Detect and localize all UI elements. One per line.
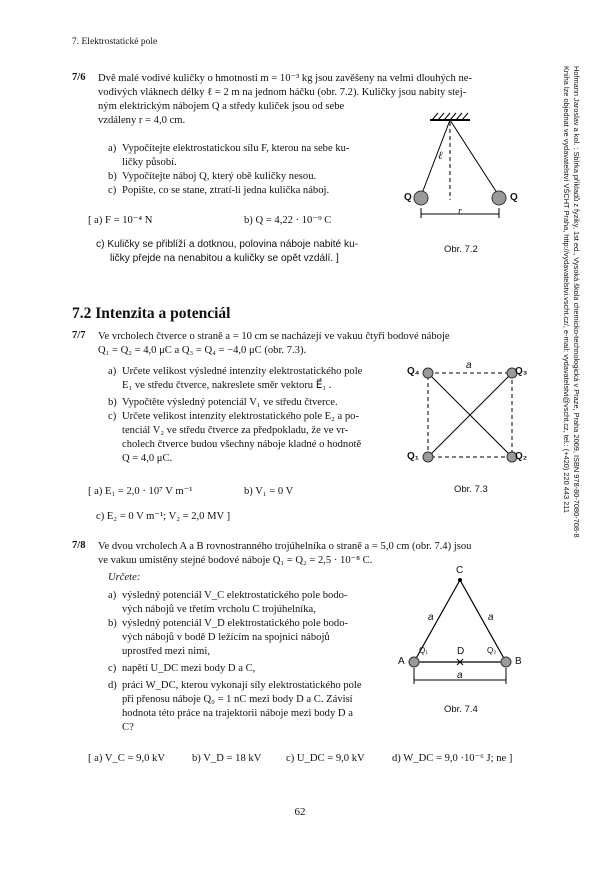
letter-c: c) <box>108 663 117 674</box>
p76-line3: ným elektrickým nábojem Q a středy kuliček jsou od sebe <box>98 101 345 112</box>
p77-c3: cholech čtverce budou všechny náboje kladné o hodnotě <box>122 439 362 450</box>
p76-line2: vodivých vláknech délky ℓ = 2 m na jednom háčku (obr. 7.2). Kuličky jsou nabity stej- <box>98 87 467 98</box>
problem-number-7-6: 7/6 <box>72 72 86 83</box>
p78-answer-d: d) W_DC = 9,0 ·10⁻⁶ J; ne ] <box>392 753 513 764</box>
figure-7-3 <box>420 365 520 465</box>
p78-d3: hodnota této práce na trajektorii náboje mezi body D a <box>122 708 353 719</box>
p77-a2: E₁ ve středu čtverce, nakreslete směr vektoru E⃗₁ . <box>122 380 332 391</box>
p78-c1: napětí U_DC mezi body D a C, <box>122 663 256 674</box>
p76-line1: Dvě malé vodivé kuličky o hmotnosti m = 10⁻³ kg jsou zavěšeny na velmi dlouhých ne- <box>98 73 472 84</box>
p77-line2: Q₁ = Q₂ = 4,0 μC a Q₃ = Q₄ = −4,0 μC (obr. 7.3). <box>98 345 307 356</box>
fig74-label-d: D <box>457 646 465 657</box>
letter-b: b) <box>108 397 117 408</box>
p77-c2: tenciál V₂ ve středu čtverce za předpokladu, že ve vr- <box>122 425 349 436</box>
p78-line2: ve vakuu umístěny stejné bodové náboje Q₁ = Q₂ = 2,5 · 10⁻⁸ C. <box>98 555 373 566</box>
p76-item-a <box>108 142 398 198</box>
p77-answer-b: b) V₁ = 0 V <box>244 486 294 497</box>
fig74-label-q1: Q₁ <box>419 646 428 655</box>
p77-b1: Vypočtěte výsledný potenciál V₁ ve středu čtverce. <box>122 397 338 408</box>
p78-d1: práci W_DC, kterou vykonají síly elektrostatického pole <box>122 680 362 691</box>
letter-a: a) <box>108 143 117 154</box>
fig73-label-a: a <box>466 360 472 371</box>
side-citation-line2: Kniha lze objednat ve vydavatelství VŠCHT Praha, http://vydavatelstvi.vscht.cz/, e-mail: vydavatelstvi@vscht.cz, tel.: (+420) 220 443 211 <box>562 66 571 513</box>
p76-ans-c2: ličky přejde na nenabitou a kuličky se opět vzdálí. ] <box>110 253 339 264</box>
p76-ans-c1: c) Kuličky se přiblíží a dotknou, polovina náboje nabité ku- <box>96 239 359 250</box>
p78-items <box>108 589 398 735</box>
p78-a2: vých nábojů ve třetím vrcholu C trojúhelníka, <box>122 604 316 615</box>
fig74-label-a-left: a <box>428 612 434 623</box>
p78-d4: C? <box>122 722 134 733</box>
p78-answer-b: b) V_D = 18 kV <box>192 753 262 764</box>
caption-7-2: Obr. 7.2 <box>444 244 478 255</box>
figure-7-2 <box>400 110 530 240</box>
caption-7-4: Obr. 7.4 <box>444 704 478 715</box>
p78-answer-a: [ a) V_C = 9,0 kV <box>88 753 165 764</box>
problem-number-7-7: 7/7 <box>72 330 86 341</box>
p76-line4: vzdáleny r = 4,0 cm. <box>98 115 186 126</box>
p76-answer-c <box>96 238 406 266</box>
p77-answer-a: [ a) E₁ = 2,0 · 10⁷ V m⁻¹ <box>88 486 193 497</box>
fig72-label-ell: ℓ <box>438 150 443 162</box>
p78-answer-c: c) U_DC = 9,0 kV <box>286 753 365 764</box>
fig73-label-q1: Q₁ <box>407 451 419 462</box>
fig74-label-a-bottom: a <box>457 670 463 681</box>
p78-b1: výsledný potenciál V_D elektrostatického pole bodo- <box>122 618 349 629</box>
figure-7-4 <box>400 570 530 690</box>
problem-number-7-8: 7/8 <box>72 540 86 551</box>
p77-c1: Určete velikost intenzity elektrostatického pole E₂ a po- <box>122 411 359 422</box>
letter-a: a) <box>108 590 117 601</box>
p76-b1: Vypočítejte náboj Q, který obě kuličky nesou. <box>122 171 317 182</box>
p78-a1: výsledný potenciál V_C elektrostatického pole bodo- <box>122 590 348 601</box>
letter-a: a) <box>108 366 117 377</box>
fig74-label-a-right: a <box>488 612 494 623</box>
fig72-label-r: r <box>458 206 462 217</box>
p76-a2: ličky působí. <box>122 157 177 168</box>
running-header: 7. Elektrostatické pole <box>72 37 158 47</box>
fig72-label-q-right: Q <box>510 192 518 203</box>
p78-b2: vých nábojů v bodě D ležícím na spojnici nábojů <box>122 632 330 643</box>
p77-line1: Ve vrcholech čtverce o straně a = 10 cm se nacházejí ve vakuu čtyři bodové náboje <box>98 331 450 342</box>
letter-c: c) <box>108 411 117 422</box>
fig74-label-q2: Q₂ <box>487 646 497 655</box>
letter-b: b) <box>108 171 117 182</box>
p78-b3: uprostřed mezi nimi, <box>122 646 210 657</box>
p77-answer-c: c) E₂ = 0 V m⁻¹; V₂ = 2,0 MV ] <box>96 511 231 522</box>
fig74-label-a-vertex: A <box>398 656 405 667</box>
problem-7-8-text <box>98 540 538 568</box>
side-citation <box>561 66 581 890</box>
problem-7-7-text <box>98 330 538 358</box>
p77-a1: Určete velikost výsledné intenzity elektrostatického pole <box>122 366 363 377</box>
p76-answer-a: [ a) F = 10⁻⁴ N <box>88 215 153 226</box>
letter-d: d) <box>108 680 117 691</box>
page-number: 62 <box>294 806 306 818</box>
p76-a1: Vypočítejte elektrostatickou sílu F, kterou na sebe ku- <box>122 143 350 154</box>
fig73-label-q2: Q₂ <box>515 451 528 462</box>
fig72-label-q-left: Q <box>404 192 412 203</box>
p78-d2: při přenosu náboje Q₀ = 1 nC mezi body D a C. Závisí <box>122 694 353 705</box>
p76-c1: Popište, co se stane, ztratí-li jedna kulička náboj. <box>122 185 330 196</box>
fig73-label-q4: Q₄ <box>407 366 420 377</box>
fig73-label-q3: Q₃ <box>515 366 528 377</box>
letter-b: b) <box>108 618 117 629</box>
p77-c4: Q = 4,0 μC. <box>122 453 173 464</box>
side-citation-line1: Hofmann Jaroslav a kol. : Sbírka příkladů z fyziky, 1st ed., Vysoká škola chemicko-technologická v Praze, Praha 2009, ISBN 978-80-7080-708-8 <box>572 66 581 538</box>
letter-c: c) <box>108 185 117 196</box>
fig74-label-c: C <box>456 565 464 576</box>
fig74-label-b-vertex: B <box>515 656 522 667</box>
p76-answer-b: b) Q = 4,22 · 10⁻⁹ C <box>244 215 332 226</box>
p78-line1: Ve dvou vrcholech A a B rovnostranného trojúhelníka o straně a = 5,0 cm (obr. 7.4) jsou <box>98 541 472 552</box>
p78-intro: Určete: <box>108 572 141 583</box>
p77-items <box>108 365 408 466</box>
section-heading: 7.2 Intenzita a potenciál <box>72 305 231 322</box>
caption-7-3: Obr. 7.3 <box>454 484 488 495</box>
